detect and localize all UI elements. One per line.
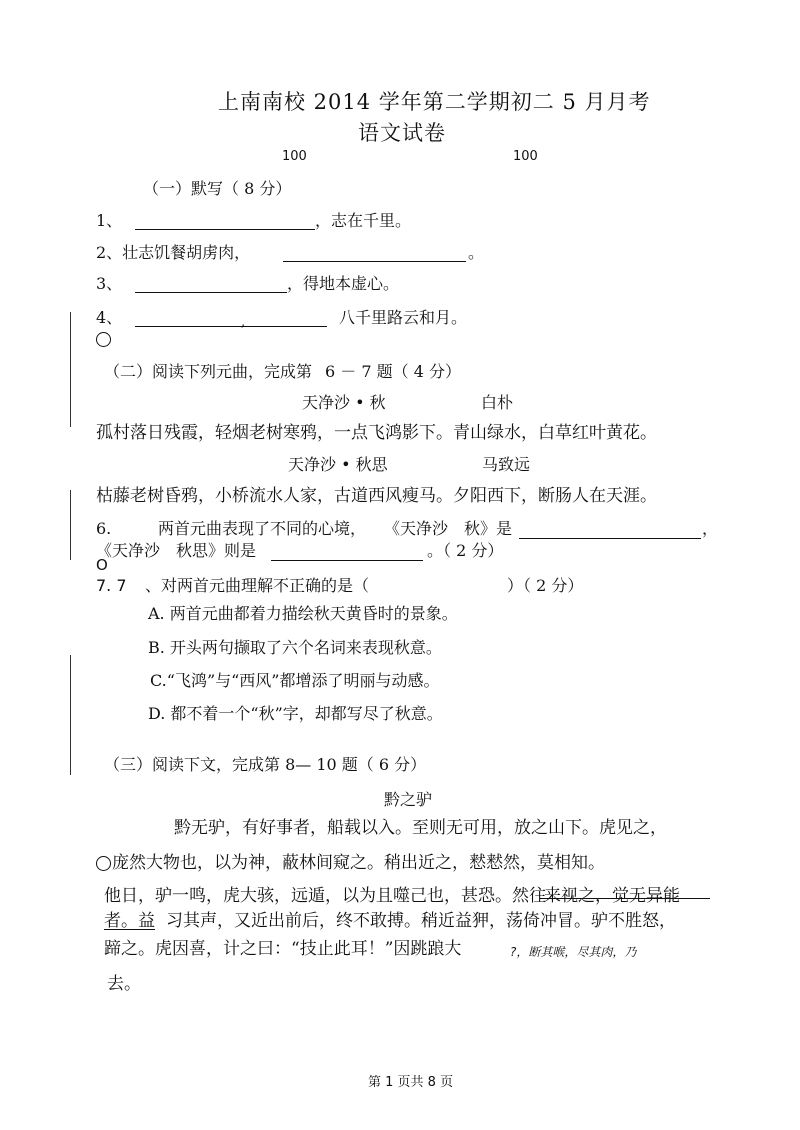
strike-line [540,898,710,899]
passage-line-4b: 习其声，又近出前后，终不敢搏。稍近益狎，荡倚冲冒。驴不胜怒， [166,911,676,931]
q6-text: 两首元曲表现了不同的心境， [158,519,367,538]
poem1-author: 白朴 [481,393,514,412]
poem2-text: 枯藤老树昏鸦，小桥流水人家，古道西风瘦马。夕阳西下，断肠人在天涯。 [96,486,657,506]
q6-comma: ， [702,519,719,538]
passage-line-4a: 者。益 [104,911,155,931]
q4-text: 八千里路云和月。 [339,308,468,327]
passage-title: 黔之驴 [384,790,433,809]
poem2-title: 天净沙 • 秋思 [288,455,388,474]
exam-title: 上南南校 2014 学年第二学期初二 5 月月考 [218,90,651,114]
q7-text: 、对两首元曲理解不正确的是（ [145,576,370,595]
option-d: D. 都不着一个“秋”字，却都写尽了秋意。 [148,704,443,723]
q6-number: 6. [96,519,112,538]
margin-mark-o: O [96,556,108,574]
q3-text: ，得地本虚心。 [287,274,400,293]
margin-line-2 [70,490,71,560]
circle-mark-1 [96,332,111,347]
margin-line-1 [70,312,71,427]
page-number: 第 1 页共 8 页 [368,1075,454,1090]
q6-quote: 《天净沙 秋》是 [384,519,513,538]
section3-heading: （三）阅读下文，完成第 8— 10 题（ 6 分） [104,755,427,774]
handwritten-note: ?，断其喉，尽其肉，乃 [510,945,637,959]
score-right: 100 [513,149,538,164]
q6-line2: 《天净沙 秋思》则是 [96,541,257,560]
q4-number: 4、 [96,308,123,327]
q6-line2-tail: 。（ 2 分） [427,541,504,560]
circle-mark-2 [96,856,111,871]
passage-line-5: 蹄之。虎因喜，计之曰：“技止此耳！”因跳踉大 [104,939,462,959]
q1-number: 1、 [96,211,123,230]
q4-mark: , [241,315,246,330]
section1-heading: （一）默写（ 8 分） [143,179,292,198]
exam-subtitle: 语文试卷 [358,121,446,145]
passage-line-6: 去。 [107,974,141,994]
q2-end: 。 [468,243,485,262]
option-b: B. 开头两句撷取了六个名词来表现秋意。 [148,638,442,657]
poem2-author: 马致远 [482,455,531,474]
q1-blank[interactable] [135,229,315,230]
poem1-title: 天净沙 • 秋 [302,393,386,412]
section2-heading: （二）阅读下列元曲，完成第 [104,362,313,381]
poem1-text: 孤村落日残霞，轻烟老树寒鸦，一点飞鸿影下。青山绿水，白草红叶黄花。 [96,423,657,443]
score-left: 100 [282,149,307,164]
q3-number: 3、 [96,274,123,293]
section2-heading-tail: 6 － 7 题（ 4 分） [325,362,461,381]
margin-line-3 [70,655,71,775]
q1-text: ，志在千里。 [315,211,412,230]
passage-line-1: 黔无驴，有好事者，船载以入。至则无可用，放之山下。虎见之， [174,818,667,838]
passage-line-3a: 他日，驴一鸣，虎大骇，远遁，以为且噬己也，甚恐。然往 [104,886,546,906]
q2-blank[interactable] [283,261,466,262]
q6-blank-1[interactable] [519,538,701,539]
option-c: C.“飞鸿”与“西风”都增添了明丽与动感。 [150,671,440,690]
q6-blank-2[interactable] [271,560,423,561]
option-a: A. 两首元曲都着力描绘秋天黄昏时的景象。 [148,604,458,623]
passage-line-2: 庞然大物也，以为神，蔽林间窥之。稍出近之，慭慭然，莫相知。 [112,853,605,873]
q2-text: 2、壮志饥餐胡虏肉， [96,243,251,262]
passage-line-3b: 来视之，觉无异能 [544,886,680,906]
q7-tail: ）（ 2 分） [507,576,584,595]
q3-blank[interactable] [135,292,287,293]
q7-number: 7. 7 [96,576,127,595]
q4-blank[interactable] [135,326,327,327]
